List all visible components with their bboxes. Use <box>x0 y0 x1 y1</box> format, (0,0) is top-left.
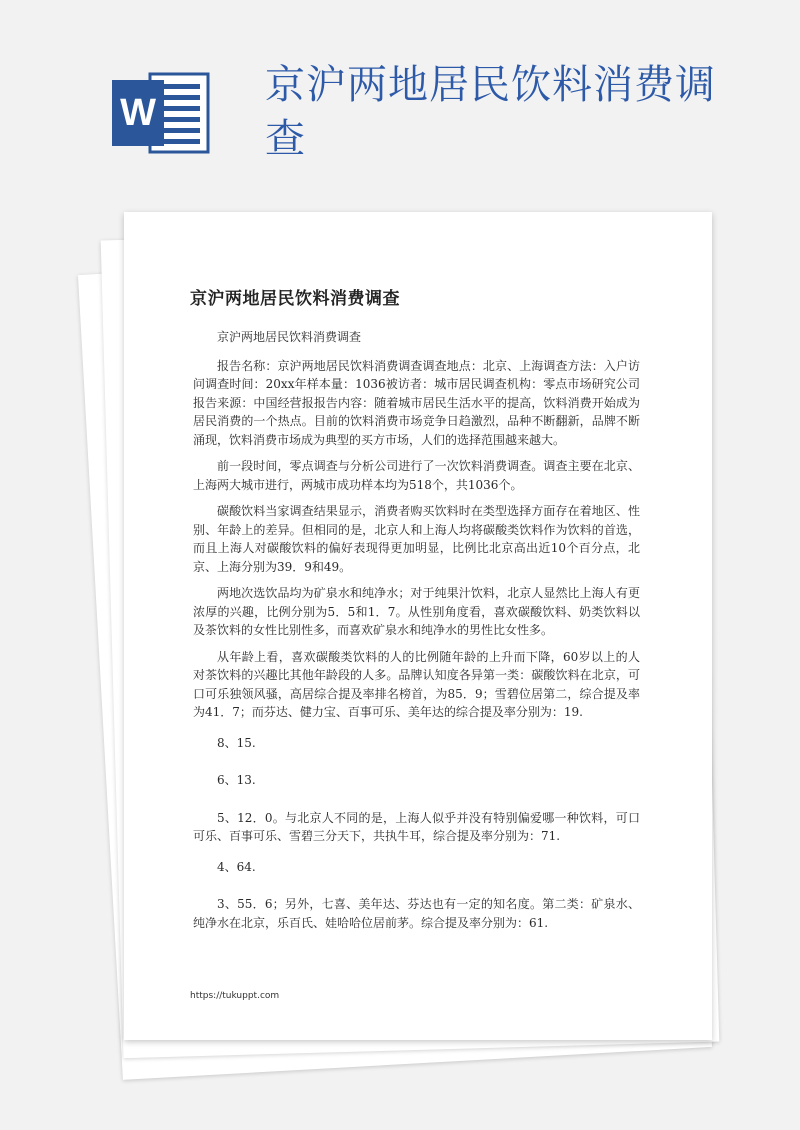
paragraph: 3、55．6；另外，七喜、美年达、芬达也有一定的知名度。第二类：矿泉水、纯净水在北京，乐百氏、娃哈哈位居前茅。综合提及率分别为：61. <box>193 897 640 930</box>
footer-url: https://tukuppt.com <box>190 991 280 1001</box>
paragraph: 6、13. <box>217 773 256 787</box>
paragraph: 前一段时间，零点调查与分析公司进行了一次饮料消费调查。调查主要在北京、上海两大城市进行，两城市成功样本均为518个，共1036个。 <box>193 459 640 492</box>
paragraph: 4、64. <box>217 859 256 874</box>
paragraph: 两地次选饮品均为矿泉水和纯净水；对于纯果汁饮料，北京人显然比上海人有更浓厚的兴趣，比例分别为5．5和1．7。从性别角度看，喜欢碳酸饮料、奶类饮料以及茶饮料的女性比别性多，而喜欢矿泉水和纯净水的男性比女性多。 <box>193 586 640 637</box>
paragraph: 京沪两地居民饮料消费调查 <box>217 330 362 344</box>
paragraph: 8、15. <box>217 735 256 750</box>
svg-text:W: W <box>120 92 156 134</box>
page-title: 京沪两地居民饮料消费调查 <box>265 62 716 162</box>
paragraph: 从年龄上看，喜欢碳酸类饮料的人的比例随年龄的上升而下降，60岁以上的人对茶饮料的兴趣比其他年龄段的人多。品牌认知度各异第一类：碳酸饮料在北京，可口可乐独领风骚，高居综合提及率排名榜首，为85．9；雪碧位居第二，综合提及率为41．7；而芬达、健力宝、百事可乐、美年达的综合提及率分别为：19. <box>193 649 640 719</box>
word-icon <box>112 70 212 156</box>
paragraph: 报告名称：京沪两地居民饮料消费调查调查地点：北京、上海调查方法：入户访问调查时间：20xx年样本量：1036被访者：城市居民调查机构：零点市场研究公司报告来源：中国经营报报告内容：随着城市居民生活水平的提高，饮料消费开始成为居民消费的一个热点。目前的饮料消费市场竞争日趋激烈，品种不断翻新，品牌不断涌现，饮料消费市场成为典型的买方市场，人们的选择范围越来越大。 <box>193 358 640 447</box>
paragraph: 5、12．0。与北京人不同的是，上海人似乎并没有特别偏爱哪一种饮料，可口可乐、百事可乐、雪碧三分天下，共执牛耳，综合提及率分别为：71. <box>193 810 640 843</box>
document-title: 京沪两地居民饮料消费调查 <box>190 289 400 309</box>
paragraph: 碳酸饮料当家调查结果显示，消费者购买饮料时在类型选择方面存在着地区、性别、年龄上的差异。但相同的是，北京人和上海人均将碳酸类饮料作为饮料的首选，而且上海人对碳酸饮料的偏好表现得更加明显，比例比北京高出近10个百分点，北京、上海分别为39．9和49。 <box>193 504 640 574</box>
document-body <box>193 328 640 940</box>
